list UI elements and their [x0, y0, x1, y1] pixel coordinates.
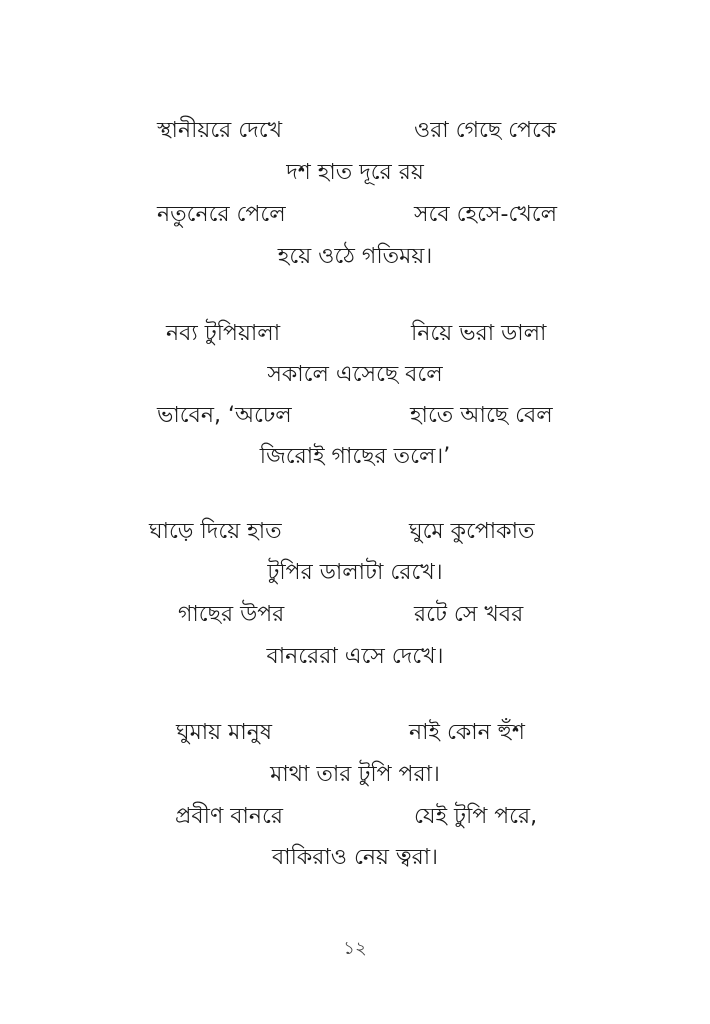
stanza-1-line-4: হয়ে ওঠে গতিময়।	[277, 244, 433, 269]
stanza-3-line-4: বানরেরা এসে দেখে।	[266, 644, 444, 669]
stanza-1-line-3-left: নতুনেরে পেলে	[157, 202, 286, 227]
stanza-4-line-3-right: যেই টুপি পরে,	[414, 804, 538, 829]
stanza-4-line-4: বাকিরাও নেয় ত্বরা।	[272, 845, 438, 870]
stanza-1-line-1-right: ওরা গেছে পেকে	[414, 118, 557, 143]
stanza-2-line-1-left: নব্য টুপিয়ালা	[166, 321, 281, 346]
stanza-2-line-4: জিরোই গাছের তলে।’	[259, 444, 451, 469]
stanza-4-line-2: মাথা তার টুপি পরা।	[270, 762, 440, 787]
stanza-2-line-3-left: ভাবেন, ‘অঢেল	[157, 403, 292, 428]
stanza-3-line-1-right: ঘুমে কুপোকাত	[409, 519, 535, 544]
stanza-3-line-1-left: ঘাড়ে দিয়ে হাত	[149, 519, 282, 544]
page-number: ১২	[343, 938, 367, 959]
stanza-2-line-2: সকালে এসেছে বলে	[267, 362, 443, 387]
stanza-1-line-1-left: স্থানীয়রে দেখে	[157, 118, 283, 143]
stanza-3-line-3-right: রটে সে খবর	[414, 602, 524, 627]
stanza-1-line-3-right: সবে হেসে-খেলে	[414, 202, 558, 227]
stanza-1-line-2: দশ হাত দূরে রয়	[286, 160, 424, 185]
stanza-4-line-1-left: ঘুমায় মানুষ	[176, 720, 272, 745]
stanza-2-line-1-right: নিয়ে ভরা ডালা	[411, 321, 547, 346]
stanza-4-line-1-right: নাই কোন হুঁশ	[409, 720, 525, 745]
stanza-3-line-3-left: গাছের উপর	[178, 602, 285, 627]
stanza-2-line-3-right: হাতে আছে বেল	[410, 403, 553, 428]
stanza-3-line-2: টুপির ডালাটা রেখে।	[267, 560, 443, 585]
stanza-4-line-3-left: প্রবীণ বানরে	[175, 804, 283, 829]
